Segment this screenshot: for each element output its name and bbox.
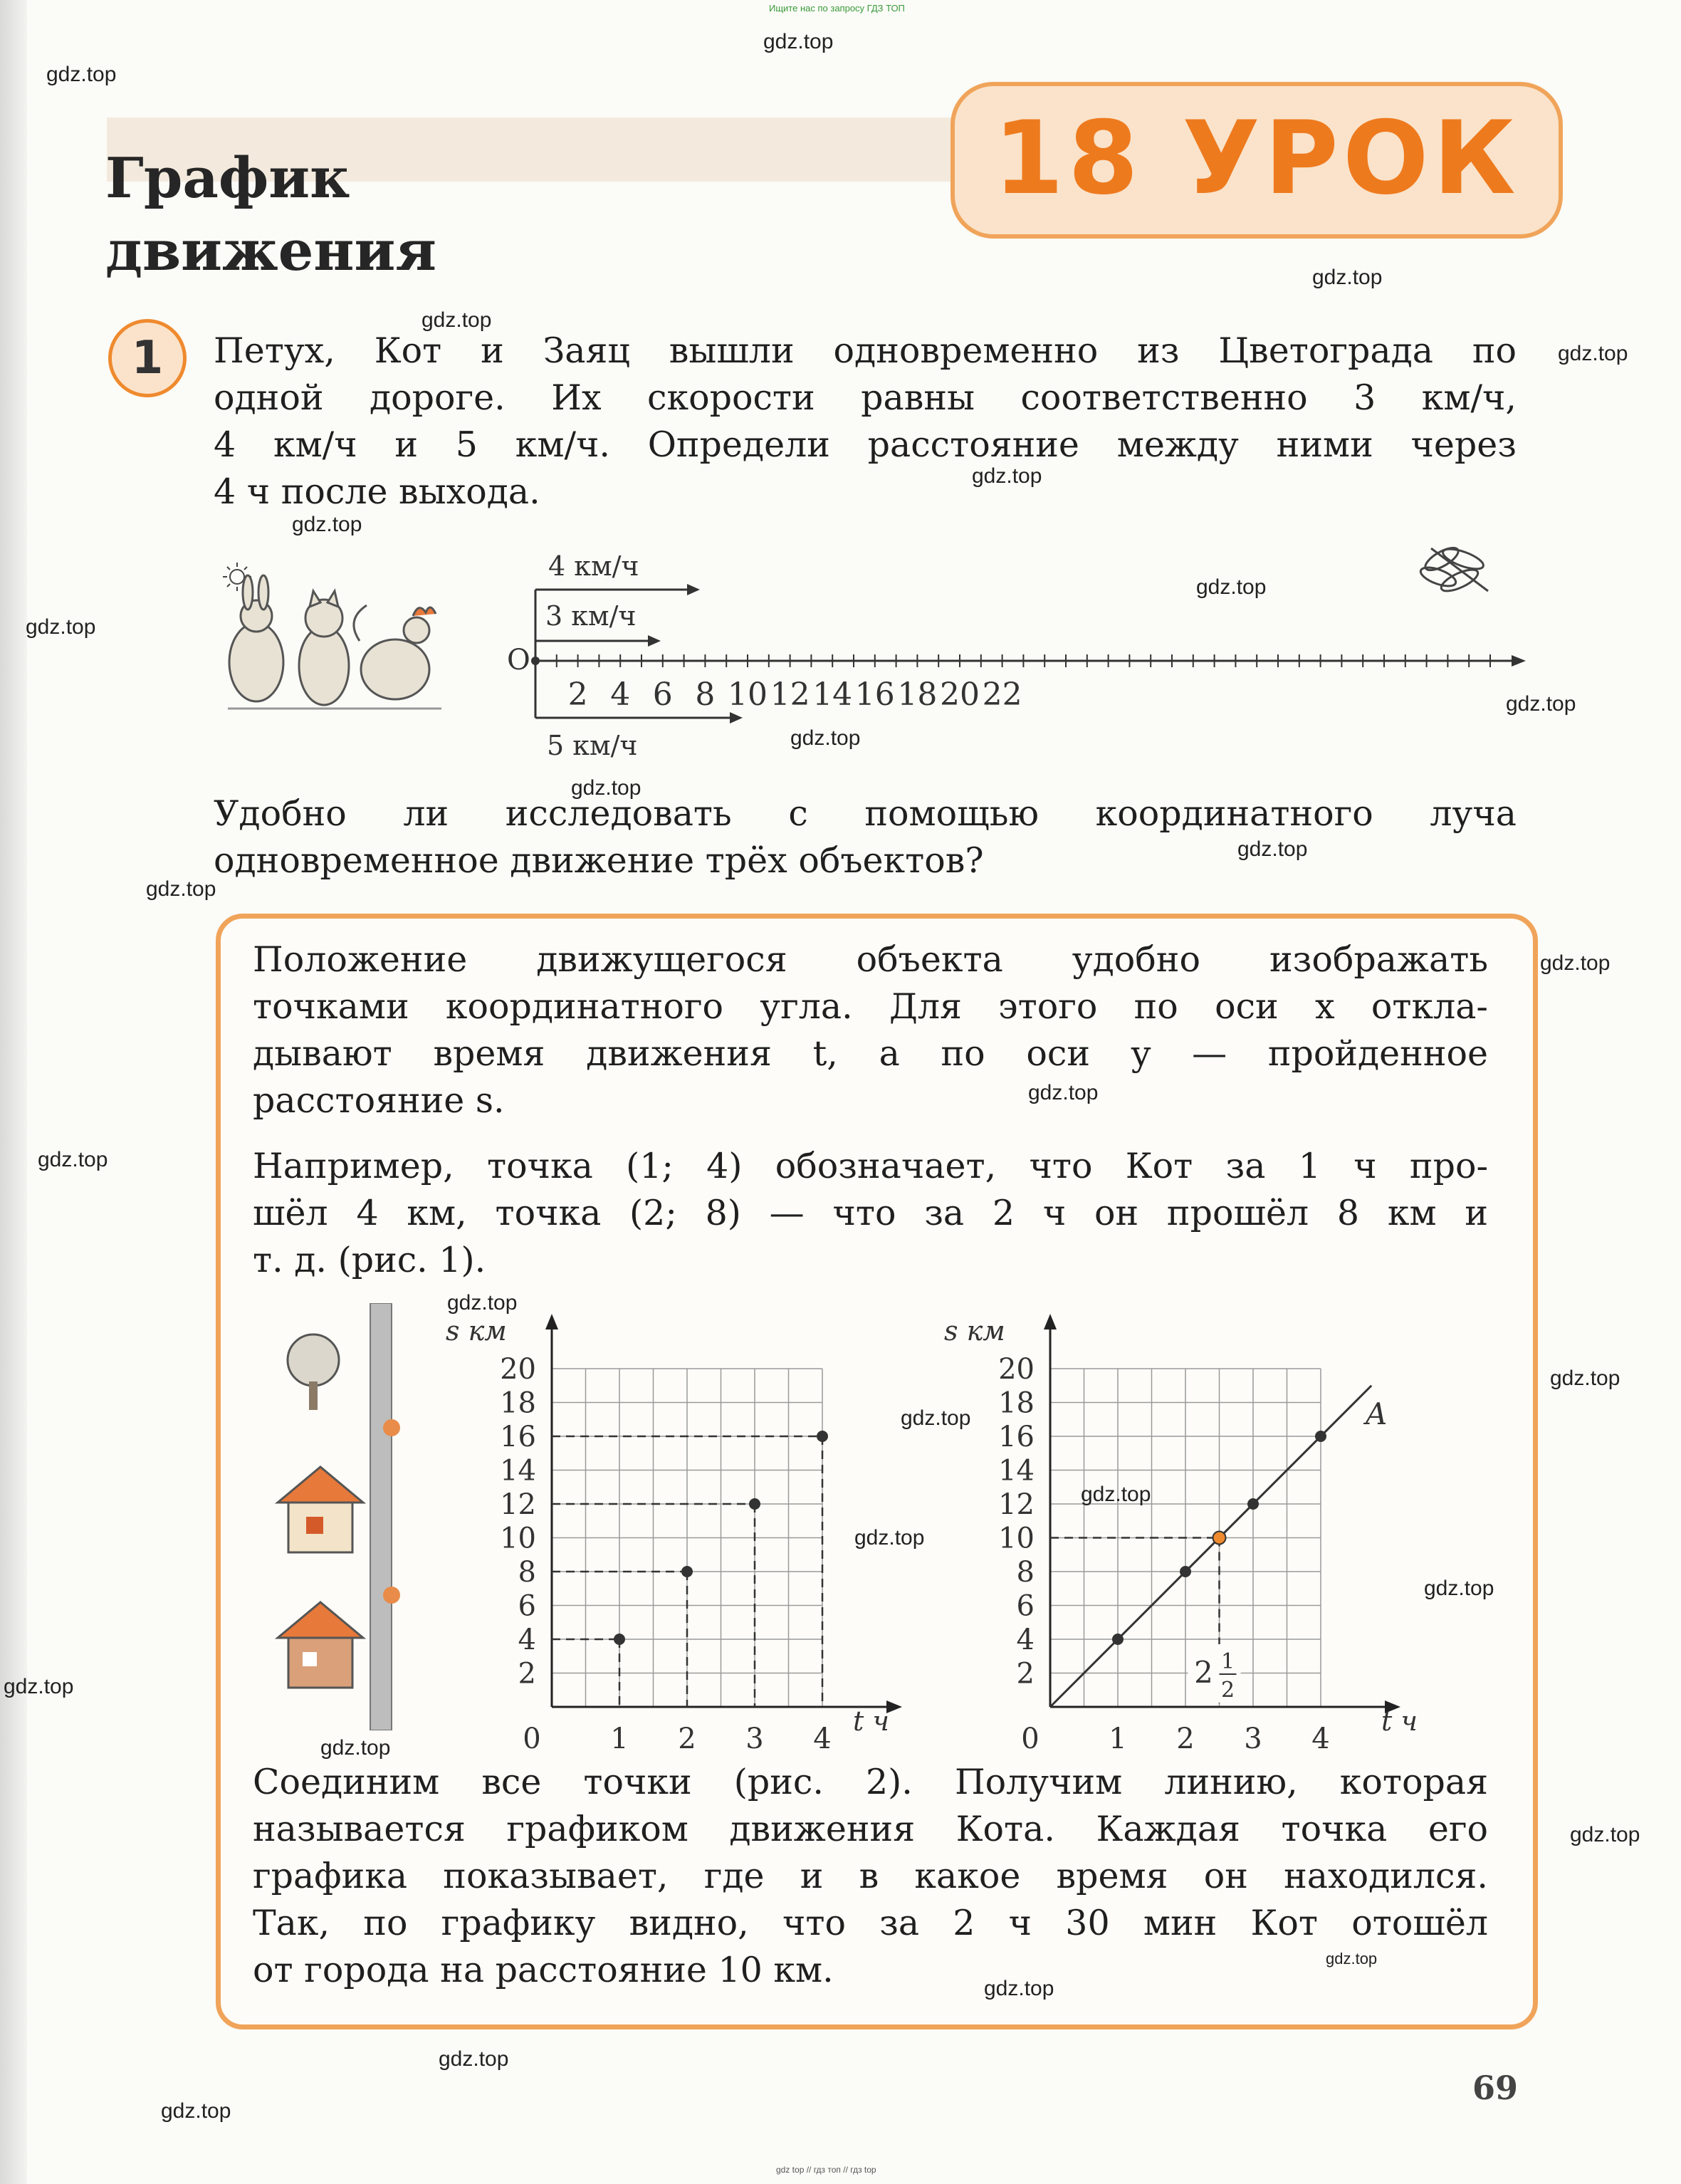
task-line: одной дороге. Их скорости равны соответственно 3 км/ч,: [214, 377, 1517, 418]
watermark: gdz.top: [292, 513, 362, 536]
question-line: Удобно ли исследовать с помощью координатного луча: [214, 793, 1517, 834]
ray-tick-label: 6: [652, 676, 673, 713]
speed-arrow-head-4: [687, 584, 700, 595]
watermark: gdz.top: [1540, 951, 1611, 975]
data-point: [1180, 1566, 1191, 1577]
data-point: [681, 1566, 693, 1577]
bottom-watermark: gdz top // гдз топ // гдз top: [776, 2165, 876, 2175]
rule-line: Положение движущегося объекта удобно изображать: [253, 939, 1488, 980]
watermark: gdz.top: [4, 1675, 74, 1698]
ray-tick-label: 18: [897, 676, 938, 713]
watermark: gdz.top: [46, 63, 117, 86]
dragonfly-icon: [1418, 543, 1488, 595]
watermark: gdz.top: [439, 2047, 509, 2071]
ray-origin-label: O: [507, 644, 530, 676]
speed-label-5: 5 км/ч: [547, 730, 638, 761]
x-tick-label: 4: [813, 1723, 832, 1752]
house-icon: [278, 1602, 363, 1688]
title-line-1: График: [105, 146, 350, 211]
ray-tick-label: 12: [770, 676, 810, 713]
x-tick-label: 2: [1176, 1723, 1195, 1752]
highlight-point: [1213, 1532, 1226, 1545]
x-tick-label: 1: [610, 1723, 629, 1752]
rule-paragraph-1: [253, 936, 1488, 1124]
y-axis-label: s км: [944, 1315, 1005, 1347]
y-axis-arrow: [1044, 1314, 1057, 1329]
watermark: gdz.top: [1196, 575, 1267, 599]
ray-tick-label: 20: [940, 676, 980, 713]
task-1-text: [214, 328, 1517, 516]
watermark: gdz.top: [1506, 692, 1576, 716]
rule-paragraph-3: [253, 1759, 1488, 1994]
y-tick-label: 8: [518, 1556, 536, 1589]
watermark: gdz.top: [972, 464, 1042, 488]
task-line: 4 км/ч и 5 км/ч. Определи расстояние между ними через: [214, 424, 1517, 465]
ray-tick-label: 14: [812, 676, 853, 713]
watermark: gdz.top: [1237, 837, 1308, 861]
task-line: Петух, Кот и Заяц вышли одновременно из Цветограда по: [214, 330, 1517, 371]
fraction-numerator: 1: [1220, 1649, 1235, 1674]
watermark: gdz.top: [320, 1736, 391, 1760]
fraction-denominator: 2: [1220, 1678, 1235, 1703]
figure-1-labels: [500, 1353, 832, 1752]
road-icon: [370, 1303, 392, 1730]
y-tick-label: 6: [518, 1589, 536, 1623]
y-tick-label: 16: [500, 1421, 536, 1453]
speed-label-3: 3 км/ч: [545, 600, 637, 632]
y-axis-arrow: [545, 1314, 558, 1329]
road-illustration: [263, 1303, 427, 1730]
x-tick-label: 4: [1311, 1723, 1330, 1752]
tree-icon: [288, 1334, 339, 1410]
rule-line: точками координатного угла. Для этого по оси x откла-: [253, 986, 1488, 1027]
number-ray: [507, 550, 1526, 761]
y-tick-label: 10: [998, 1522, 1035, 1555]
y-tick-label: 18: [998, 1386, 1035, 1420]
question-text: [214, 790, 1517, 884]
house-icon: [278, 1467, 363, 1552]
rule-line: дывают время движения t, а по оси y — пройденное: [253, 1033, 1488, 1074]
figure-1-marks: [545, 1314, 902, 1713]
speed-label-4: 4 км/ч: [548, 550, 639, 582]
watermark: gdz.top: [26, 615, 96, 639]
y-tick-label: 10: [500, 1522, 536, 1555]
watermark: gdz.top: [1081, 1483, 1151, 1506]
watermark: gdz.top: [161, 2099, 231, 2123]
title-line-2: движения: [105, 219, 436, 283]
coordinate-ray-figure: [199, 527, 1552, 769]
rule-line: Так, по графику видно, что за 2 ч 30 мин Кот отошёл: [253, 1903, 1488, 1943]
watermark: gdz.top: [1326, 1950, 1378, 1968]
y-tick-label: 6: [1016, 1589, 1035, 1623]
page-spine-shadow: [0, 0, 27, 2184]
speed-arrow-head-5: [730, 712, 743, 723]
y-tick-label: 16: [998, 1421, 1035, 1453]
x-tick-label: 3: [745, 1723, 764, 1752]
watermark: gdz.top: [571, 776, 641, 800]
x-tick-label: 0: [1021, 1723, 1040, 1752]
rule-line: Соединим все точки (рис. 2). Получим линию, которая: [253, 1762, 1488, 1802]
data-point: [1247, 1498, 1259, 1510]
ray-arrow-head: [1512, 655, 1526, 667]
figure-1-chart: [427, 1296, 940, 1752]
y-tick-label: 4: [518, 1624, 536, 1656]
top-watermark: Ищите нас по запросу ГДЗ ТОП: [769, 3, 905, 14]
ray-tick-label: 10: [728, 676, 768, 713]
watermark: gdz.top: [146, 877, 216, 901]
watermark: gdz.top: [38, 1148, 108, 1171]
watermark: gdz.top: [1550, 1367, 1620, 1390]
watermark: gdz.top: [790, 726, 861, 750]
flower-icon: [383, 1587, 400, 1604]
page-number: 69: [1472, 2069, 1519, 2107]
watermark: gdz.top: [984, 1977, 1054, 2000]
figure-2-chart: [926, 1296, 1452, 1752]
rule-line: графика показывает, где и в какое время он находился.: [253, 1856, 1488, 1896]
question-line: одновременное движение трёх объектов?: [214, 840, 984, 881]
watermark: gdz.top: [854, 1526, 925, 1550]
rule-line: Например, точка (1; 4) обозначает, что Кот за 1 ч про-: [253, 1146, 1488, 1186]
rule-line: расстояние s.: [253, 1080, 505, 1121]
data-point: [1315, 1431, 1326, 1442]
task-line: 4 ч после выхода.: [214, 471, 540, 512]
lesson-number: 18 УРОК: [993, 100, 1520, 217]
data-point: [1112, 1634, 1124, 1645]
flower-icon: [383, 1419, 400, 1436]
y-axis-label: s км: [446, 1315, 507, 1347]
y-tick-label: 14: [500, 1454, 536, 1488]
rule-line: называется графиком движения Кота. Каждая точка его: [253, 1809, 1488, 1849]
y-tick-label: 12: [998, 1488, 1035, 1521]
rule-paragraph-2: [253, 1143, 1488, 1284]
y-tick-label: 4: [1016, 1624, 1035, 1656]
data-point: [749, 1498, 760, 1510]
watermark: gdz.top: [901, 1406, 971, 1430]
figure-1-grid: [552, 1369, 822, 1707]
data-point: [817, 1431, 828, 1442]
y-tick-label: 18: [500, 1386, 536, 1420]
ray-tick-label: 16: [854, 676, 895, 713]
animals-icon: [228, 575, 441, 709]
x-axis-label: t ч: [1381, 1705, 1418, 1737]
y-tick-label: 20: [500, 1353, 536, 1386]
x-axis-label: t ч: [853, 1705, 889, 1737]
x-tick-label: 3: [1244, 1723, 1262, 1752]
figure-2-labels: [998, 1353, 1330, 1752]
y-tick-label: 2: [1016, 1657, 1035, 1691]
page-title: [105, 142, 436, 288]
rule-line: от города на расстояние 10 км.: [253, 1950, 834, 1990]
rule-line: т. д. (рис. 1).: [253, 1240, 486, 1280]
watermark: gdz.top: [447, 1291, 518, 1315]
watermark: gdz.top: [1558, 342, 1628, 365]
task-number-badge: 1: [108, 319, 187, 397]
watermark: gdz.top: [763, 30, 834, 53]
ray-tick-label: 4: [610, 676, 631, 713]
x-tick-label: 0: [523, 1723, 541, 1752]
y-tick-label: 14: [998, 1454, 1035, 1488]
y-tick-label: 12: [500, 1488, 536, 1521]
watermark: gdz.top: [1570, 1823, 1640, 1846]
ray-tick-label: 2: [567, 676, 588, 713]
watermark: gdz.top: [1424, 1577, 1494, 1600]
x-tick-label: 2: [678, 1723, 696, 1752]
watermark: gdz.top: [1312, 266, 1383, 289]
rule-line: шёл 4 км, точка (2; 8) — что за 2 ч он прошёл 8 км и: [253, 1193, 1488, 1233]
ray-tick-label: 8: [695, 676, 716, 713]
y-tick-label: 20: [998, 1353, 1035, 1386]
speed-arrow-head-3: [648, 635, 661, 647]
y-tick-label: 8: [1016, 1556, 1035, 1589]
line-label: A: [1366, 1396, 1388, 1431]
watermark: gdz.top: [1028, 1081, 1099, 1104]
data-point: [614, 1634, 625, 1645]
ray-tick-label: 22: [982, 676, 1022, 713]
x-tick-label: 1: [1109, 1723, 1127, 1752]
fraction-whole: 2: [1194, 1655, 1213, 1690]
watermark: gdz.top: [421, 308, 492, 332]
y-tick-label: 2: [518, 1657, 536, 1691]
